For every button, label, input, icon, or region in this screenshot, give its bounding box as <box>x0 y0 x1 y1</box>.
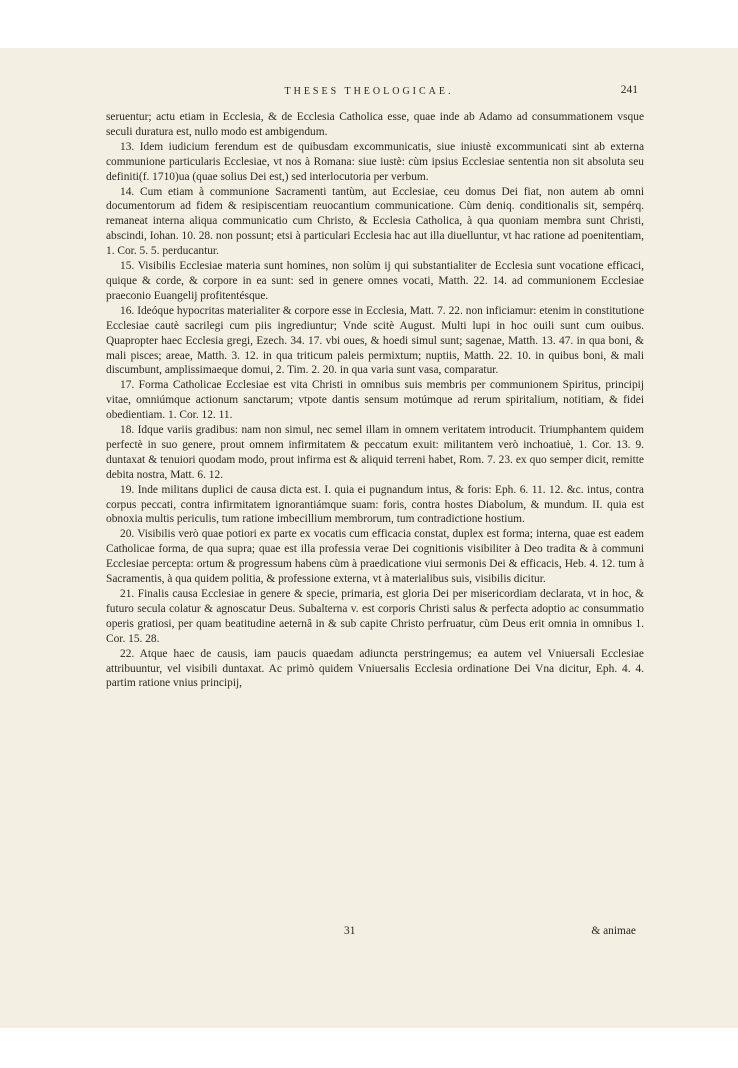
body-text <box>106 110 644 691</box>
paragraph-15: 15. Visibilis Ecclesiae materia sunt homines, non solùm ij qui substantialiter de Ecclesia sunt vocatione efficaci, quique & corde, & corpore in ea sunt: sed in genere omnes vocati, Matth. 22. 14. ad communionem Ecclesiae praeconio Euangelij profitentésque. <box>106 260 644 302</box>
paragraph-21: 21. Finalis causa Ecclesiae in genere & specie, primaria, est gloria Dei per misericordiam declarata, vt in hoc, & futuro secula colatur & agnoscatur Deus. Subalterna v. est corporis Christi salus & perfecta adoptio ac consummatio operis gratiosi, per quam beatitudine aeternâ in & sub capite Christo perfruatur, cùm Deus erit omnia in omnibus 1. Cor. 15. 28. <box>106 588 644 645</box>
page-header <box>0 84 738 104</box>
paragraph-18: 18. Idque variis gradibus: nam non simul, nec semel illam in omnem veritatem introducit. Triumphantem quidem perfectè in suo genere, prout omnem infirmitatem & peccatum exuit: militantem verò inchoatiuè, 1. Cor. 13. 9. duntaxat & tenuiori quodam modo, prout infirma est & aliquid terreni habet, Rom. 7. 23. ex quo semper dicit, remitte debita nostra, Matt. 6. 12. <box>106 424 644 481</box>
paragraph-19: 19. Inde militans duplici de causa dicta est. I. quia ei pugnandum intus, & foris: Eph. 6. 11. 12. &c. intus, contra corpus peccati, contra infirmitatem ignorantiámque suam: foris, contra hostes Diabolum, & mundum. II. quia est obnoxia multis periculis, tum ratione imbecillium membrorum, tum contradictione hostium. <box>106 483 644 526</box>
paragraph-16: 16. Ideóque hypocritas materialiter & corpore esse in Ecclesia, Matt. 7. 22. non inficiamur: etenim in constitutione Ecclesiae cautè sacrilegi cum piis ingrediuntur; Vnde scitè August. Multi lupi in hoc ouili sunt cum ouibus. Quapropter haec Ecclesia gregi, Ezech. 34. 17. vbi oues, & hoedi simul sunt; sagenae, Matth. 13. 47. in qua boni, & mali pisces; areae, Matth. 3. 12. in qua triticum paleis permixtum; nuptiis, Matth. 22. 10. in quibus boni, & mali discumbunt, amplissimaeque domui, 2. Tim. 2. 20. in qua varia sunt vasa, comparatur. <box>106 304 644 377</box>
paragraph-13: 13. Idem iudicium ferendum est de quibusdam excommunicatis, siue iniustè excommunicati sint ab externa communione particularis Ecclesiae, vt nos à Romana: siue iustè: cùm ipsius Ecclesiae sententia non sit absoluta seu definiti(f. 1710)ua (quae solius Dei est,) sed interlocutoria per verbum. <box>106 140 644 183</box>
paragraph-17: 17. Forma Catholicae Ecclesiae est vita Christi in omnibus suis membris per communionem Spiritus, principij vitae, omniúmque actionum sanctarum; vtpote dantis sensum motúmque ad rerum spiritalium, notitiam, & fidei obedientiam. 1. Cor. 12. 11. <box>106 379 644 422</box>
paragraph-continued: seruentur; actu etiam in Ecclesia, & de Ecclesia Catholica esse, quae inde ab Adamo ad consummationem vsque seculi duratura est, nullo modo est ambigendum. <box>106 111 644 138</box>
running-title: THESES THEOLOGICAE. <box>284 86 454 97</box>
paragraph-22: 22. Atque haec de causis, iam paucis quaedam adiuncta perstringemus; ea autem vel Vniuersali Ecclesiae attribuuntur, vel visibili duntaxat. Ac primò quidem Vniuersalis Ecclesia ordinatione Dei Vna dicitur, Eph. 4. 4. partim ratione vnius principij, <box>106 647 644 690</box>
page-number: 241 <box>620 84 638 96</box>
page-footer <box>106 925 644 941</box>
signature-mark: 31 <box>344 925 356 937</box>
catchword: & animae <box>591 925 636 937</box>
paragraph-20: 20. Visibilis verò quae potiori ex parte ex vocatis cum efficacia constat, duplex est forma; interna, quae est eadem Catholicae forma, de qua supra; quae est illa professia verae Dei cognitionis visibiliter à Deo tradita & à communi Ecclesiae percepta: ortum & progressum habens cùm à praedicatione viui sermonis Dei & efficacis, Heb. 4. 12. tum à Sacramentis, à qua quidem politia, & professione externa, vt à materialibus suis, visibilis dicitur. <box>106 528 644 586</box>
paragraph-14: 14. Cum etiam à communione Sacramenti tantùm, aut Ecclesiae, ceu domus Dei fiat, non autem ab omni documentorum ad fidem & resipiscentiam reuocantium communicatione. Cùm deniq. conditionalis sit, sempérq. remaneat interna aliqua communicatio cum Christo, & Ecclesia Catholica, à qua quoniam membra sunt Christi, abscindi, Iohan. 10. 28. non possunt; etsi à particulari Ecclesia hac aut illa diuelluntur, vt hac ratione ad poenitentiam, 1. Cor. 5. 5. perducantur. <box>106 185 644 258</box>
book-page <box>0 48 738 1028</box>
